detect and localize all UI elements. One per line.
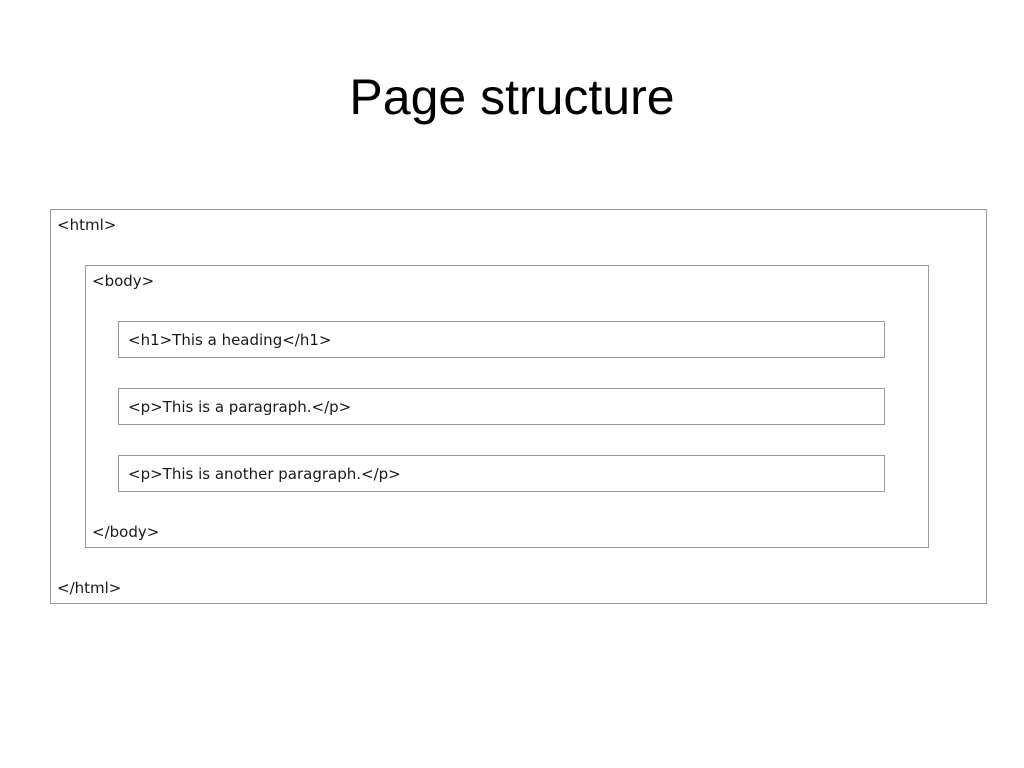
heading-code: <h1>This a heading</h1>	[128, 331, 332, 349]
html-open-tag: <html>	[57, 216, 117, 234]
paragraph-code: <p>This is a paragraph.</p>	[128, 398, 352, 416]
page-title: Page structure	[349, 69, 675, 125]
body-close-tag: </body>	[92, 523, 160, 541]
second-paragraph-code: <p>This is another paragraph.</p>	[128, 465, 401, 483]
html-close-tag: </html>	[57, 579, 122, 597]
body-open-tag: <body>	[92, 272, 155, 290]
